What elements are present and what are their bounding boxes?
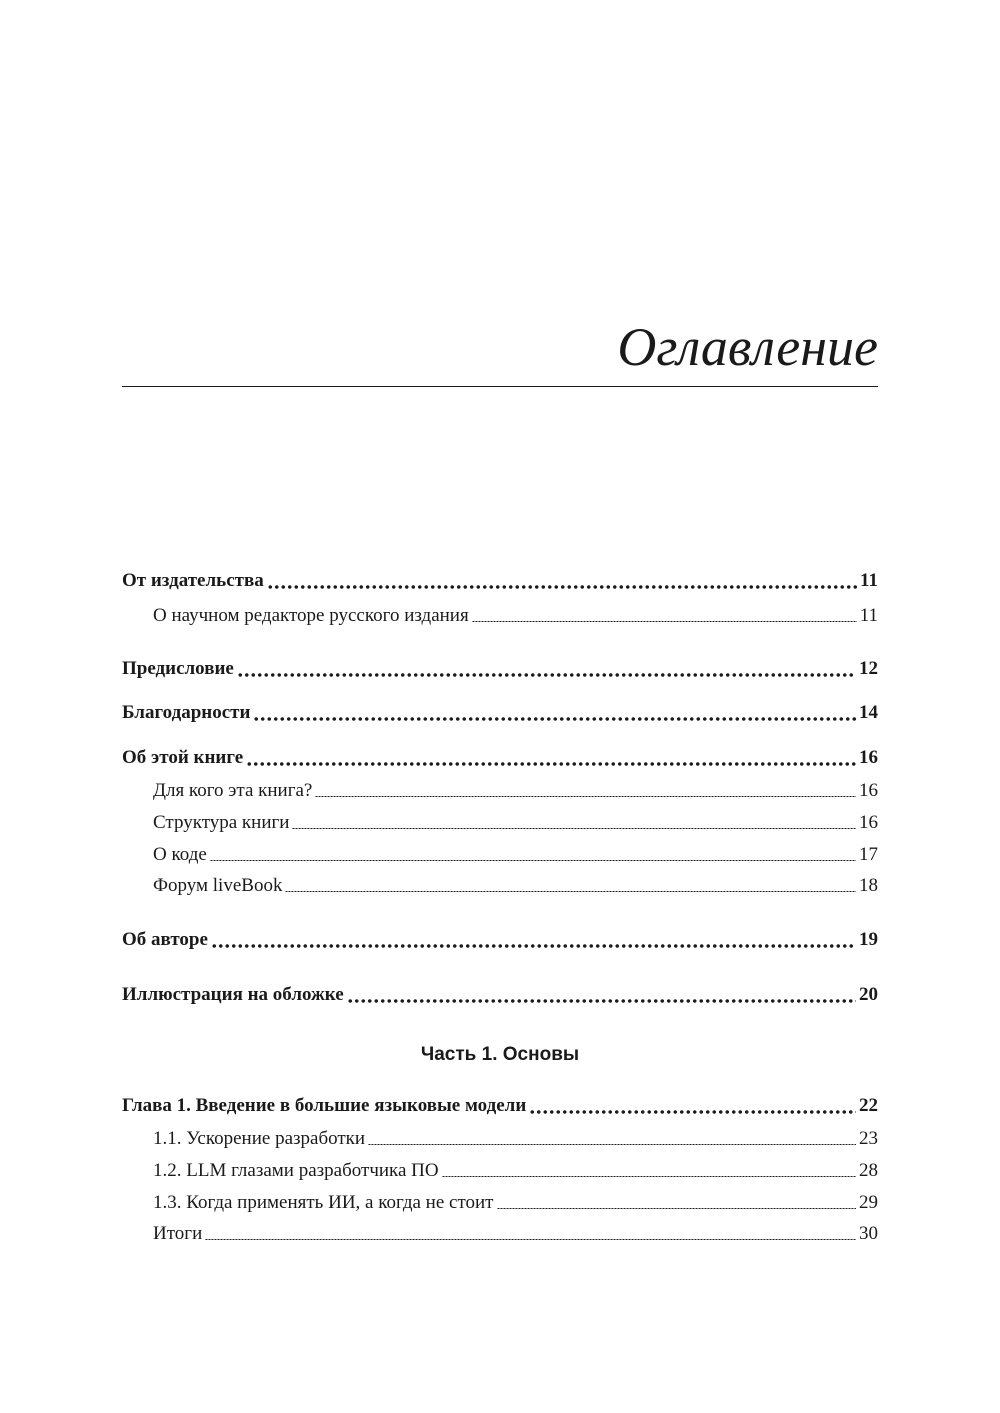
toc-entry[interactable] bbox=[153, 871, 878, 901]
toc-leader bbox=[497, 1208, 857, 1209]
toc-entry-page: 16 bbox=[859, 812, 878, 833]
toc-leader bbox=[472, 621, 857, 622]
toc-entry-page: 22 bbox=[859, 1095, 878, 1116]
toc-entry-page: 19 bbox=[859, 929, 878, 950]
toc-entry-page: 28 bbox=[859, 1160, 878, 1181]
toc-entry[interactable] bbox=[122, 1091, 878, 1121]
toc-entry-label: От издательства bbox=[122, 570, 264, 591]
toc-leader bbox=[211, 944, 856, 948]
toc-entry-label: Глава 1. Введение в большие языковые модели bbox=[122, 1095, 527, 1116]
toc-entry[interactable] bbox=[122, 698, 878, 728]
toc-entry-page: 20 bbox=[859, 984, 878, 1005]
toc-entry[interactable] bbox=[153, 1188, 878, 1218]
toc-entry-label: Об авторе bbox=[122, 929, 208, 950]
toc-entry-page: 23 bbox=[859, 1128, 878, 1149]
toc-entry-label: Итоги bbox=[153, 1223, 203, 1244]
toc-entry[interactable] bbox=[153, 808, 878, 838]
toc-leader bbox=[205, 1239, 856, 1240]
toc-leader bbox=[315, 796, 856, 797]
toc-leader bbox=[368, 1144, 856, 1145]
toc-entry-page: 16 bbox=[859, 780, 878, 801]
toc-entry[interactable] bbox=[153, 1124, 878, 1154]
toc-entry-label: 1.3. Когда применять ИИ, а когда не стоит bbox=[153, 1192, 494, 1213]
toc-entry-page: 11 bbox=[860, 570, 878, 591]
toc-leader bbox=[253, 717, 856, 721]
title-divider bbox=[122, 386, 878, 387]
toc-entry-page: 29 bbox=[859, 1192, 878, 1213]
toc-leader bbox=[237, 673, 856, 677]
toc-leader bbox=[285, 891, 856, 892]
toc-entry[interactable] bbox=[153, 776, 878, 806]
toc-entry[interactable] bbox=[153, 1156, 878, 1186]
toc-leader bbox=[267, 585, 857, 589]
toc-entry-page: 17 bbox=[859, 844, 878, 865]
toc-entry[interactable] bbox=[122, 654, 878, 684]
page-title: Оглавление bbox=[617, 317, 878, 377]
toc-entry[interactable] bbox=[153, 840, 878, 870]
toc-entry-page: 11 bbox=[859, 605, 878, 626]
toc-entry-page: 18 bbox=[859, 875, 878, 896]
toc-entry[interactable] bbox=[122, 743, 878, 773]
toc-leader bbox=[246, 762, 856, 766]
toc-entry-label: Предисловие bbox=[122, 658, 234, 679]
toc-entry[interactable] bbox=[122, 566, 878, 596]
toc-leader bbox=[442, 1176, 856, 1177]
toc-entry-page: 16 bbox=[859, 747, 878, 768]
part-heading: Часть 1. Основы bbox=[420, 1044, 580, 1065]
toc-entry[interactable] bbox=[153, 1219, 878, 1249]
toc-entry[interactable] bbox=[153, 601, 878, 631]
toc-entry-label: Для кого эта книга? bbox=[153, 780, 313, 801]
toc-entry-label: Структура книги bbox=[153, 812, 290, 833]
toc-leader bbox=[347, 999, 856, 1003]
toc-leader bbox=[529, 1110, 856, 1114]
toc-entry-label: 1.2. LLM глазами разработчика ПО bbox=[153, 1160, 439, 1181]
toc-entry[interactable] bbox=[122, 925, 878, 955]
toc-entry-label: Об этой книге bbox=[122, 747, 244, 768]
toc-entry-label: О коде bbox=[153, 844, 207, 865]
toc-entry-label: Иллюстрация на обложке bbox=[122, 984, 344, 1005]
toc-entry-page: 14 bbox=[859, 702, 878, 723]
toc-leader bbox=[210, 860, 856, 861]
toc-entry-page: 30 bbox=[859, 1223, 878, 1244]
toc-entry[interactable] bbox=[122, 980, 878, 1010]
toc-entry-label: Форум liveBook bbox=[153, 875, 283, 896]
toc-entry-label: О научном редакторе русского издания bbox=[153, 605, 469, 626]
toc-entry-label: Благодарности bbox=[122, 702, 251, 723]
toc-entry-page: 12 bbox=[859, 658, 878, 679]
toc-entry-label: 1.1. Ускорение разработки bbox=[153, 1128, 366, 1149]
toc-leader bbox=[292, 828, 856, 829]
